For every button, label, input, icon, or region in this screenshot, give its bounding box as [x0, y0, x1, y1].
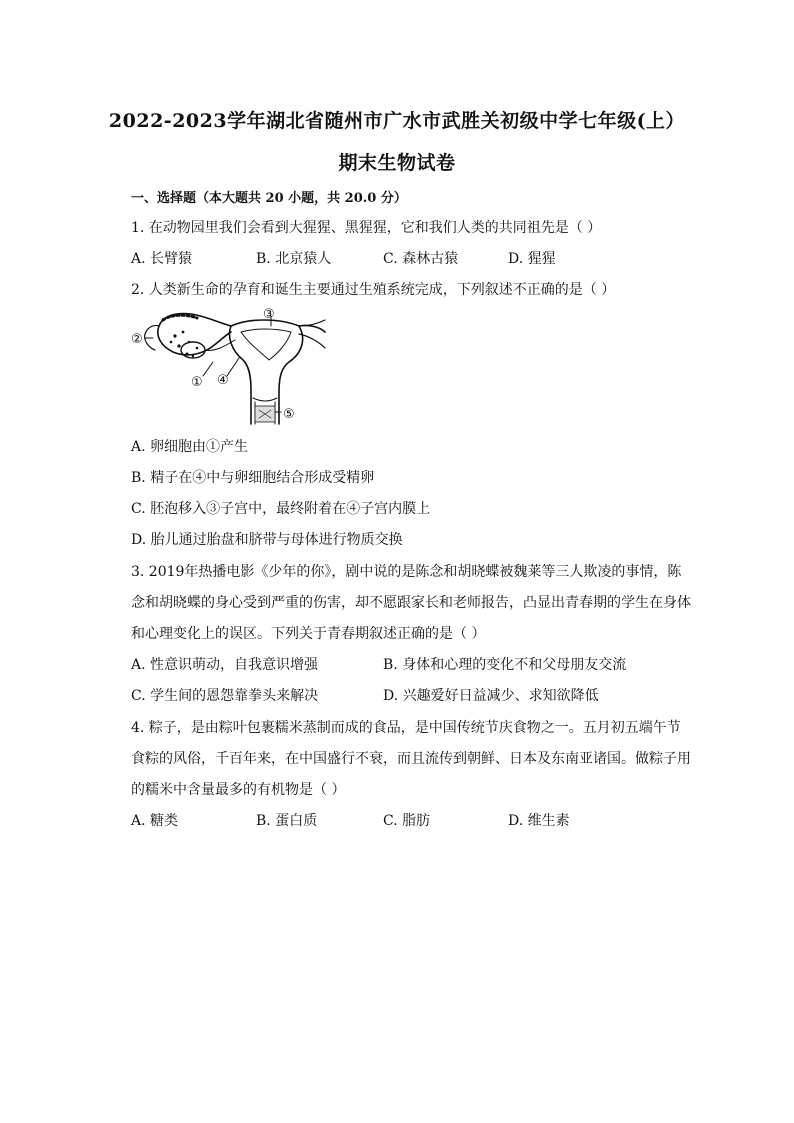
figure-label-3: ③: [263, 307, 275, 322]
question-1-option-a: A. 长臂猿: [131, 251, 193, 267]
question-2-option-d: D. 胎儿通过胎盘和脐带与母体进行物质交换: [131, 532, 403, 548]
question-3-stem-line-1: 3. 2019年热播电影《少年的你》，剧中说的是陈念和胡晓蝶被魏莱等三人欺凌的事情，陈: [131, 564, 682, 580]
exam-title-line-2: 期末生物试卷: [338, 152, 456, 174]
exam-title-line-1: 2022-2023学年湖北省随州市广水市武胜关初级中学七年级(上）: [108, 110, 686, 132]
question-4-option-d: D. 维生素: [508, 813, 570, 829]
question-3-option-b: B. 身体和心理的变化不和父母朋友交流: [383, 657, 627, 673]
question-4-stem-line-2: 食粽的风俗，千百年来，在中国盛行不衰，而且流传到朝鲜、日本及东南亚诸国。做粽子用: [131, 751, 691, 767]
question-1-option-d: D. 猩猩: [508, 251, 556, 267]
question-1-option-c: C. 森林古猿: [383, 251, 459, 267]
section-heading: 一、选择题（本大题共 20 小题，共 20.0 分）: [131, 191, 407, 206]
figure-label-4: ④: [217, 373, 229, 388]
figure-label-5: ⑤: [283, 407, 295, 422]
question-3-stem-line-2: 念和胡晓蝶的身心受到严重的伤害，却不愿跟家长和老师报告，凸显出青春期的学生在身体: [131, 595, 691, 611]
question-4-option-b: B. 蛋白质: [256, 813, 318, 829]
question-4-stem-line-3: 的糯米中含量最多的有机物是（ ）: [131, 782, 346, 798]
question-2-option-a: A. 卵细胞由①产生: [131, 439, 249, 455]
question-4-stem-line-1: 4. 粽子，是由粽叶包裹糯米蒸制而成的食品，是中国传统节庆食物之一。五月初五端午节: [131, 720, 681, 736]
question-2-stem: 2. 人类新生命的孕育和诞生主要通过生殖系统完成，下列叙述不正确的是（ ）: [131, 282, 616, 298]
figure-label-2: ②: [131, 332, 143, 347]
question-1-stem: 1. 在动物园里我们会看到大猩猩、黑猩猩，它和我们人类的共同祖先是（ ）: [131, 220, 602, 236]
question-4-option-a: A. 糖类: [131, 813, 179, 829]
question-1-option-b: B. 北京猿人: [256, 251, 332, 267]
female-reproductive-system-diagram: [131, 306, 327, 426]
question-3-option-c: C. 学生间的恩怨靠拳头来解决: [131, 688, 319, 704]
question-3-stem-line-3: 和心理变化上的误区。下列关于青春期叙述正确的是（ ）: [131, 626, 486, 642]
figure-label-1: ①: [191, 375, 203, 390]
question-2-option-c: C. 胚泡移入③子宫中，最终附着在④子宫内膜上: [131, 501, 431, 517]
question-4-option-c: C. 脂肪: [383, 813, 431, 829]
question-2-option-b: B. 精子在④中与卵细胞结合形成受精卵: [131, 470, 375, 486]
question-3-option-d: D. 兴趣爱好日益减少、求知欲降低: [383, 688, 599, 704]
question-3-option-a: A. 性意识萌动，自我意识增强: [131, 657, 319, 673]
